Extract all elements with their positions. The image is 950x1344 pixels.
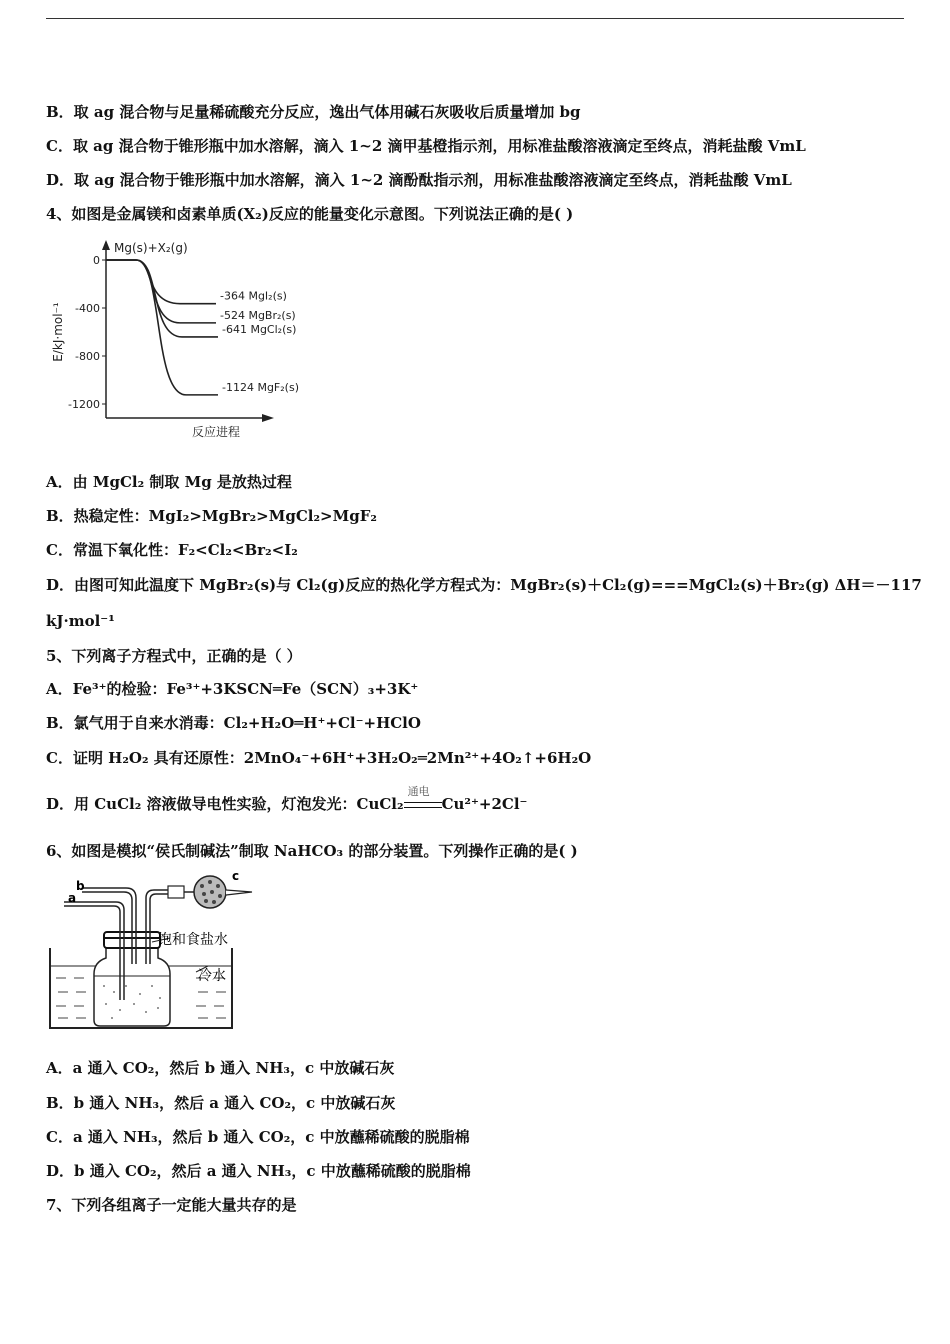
q6-stem: 6、如图是模拟“侯氏制碱法”制取 NaHCO₃ 的部分装置。下列操作正确的是( ) [46, 842, 578, 860]
q6-option-c: C．a 通入 NH₃，然后 b 通入 CO₂，c 中放蘸稀硫酸的脱脂棉 [46, 1128, 470, 1146]
q5-option-c: C．证明 H₂O₂ 具有还原性：2MnO₄⁻+6H⁺+3H₂O₂═2Mn²⁺+4O₂↑+6H₂O [46, 749, 592, 767]
q4-stem: 4、如图是金属镁和卤素单质(X₂)反应的能量变化示意图。下列说法正确的是( ) [46, 205, 574, 223]
energy-curve [106, 260, 216, 304]
q7-stem: 7、下列各组离子一定能大量共存的是 [46, 1196, 297, 1214]
label-a: a [68, 891, 77, 905]
q6-option-a: A．a 通入 CO₂，然后 b 通入 NH₃，c 中放碱石灰 [46, 1059, 395, 1077]
curve-label: -1124 MgF₂(s) [222, 380, 299, 394]
q6-option-b: B．b 通入 NH₃，然后 a 通入 CO₂，c 中放碱石灰 [46, 1094, 396, 1112]
y-tick-label: -800 [75, 350, 100, 363]
y-tick-label: 0 [93, 254, 100, 267]
energy-curve [106, 260, 218, 395]
start-label: Mg(s)+X₂(g) [114, 241, 188, 255]
curve-label: -364 MgI₂(s) [220, 289, 287, 303]
header-rule [46, 18, 904, 19]
energy-diagram [46, 232, 299, 444]
apparatus-diagram [46, 868, 266, 1032]
q6-option-d: D．b 通入 CO₂，然后 a 通入 NH₃，c 中放蘸稀硫酸的脱脂棉 [46, 1162, 471, 1180]
q4-option-d-line2: kJ·mol⁻¹ [46, 612, 115, 630]
y-axis-label: E/kJ·mol⁻¹ [51, 302, 65, 362]
curve-label: -524 MgBr₂(s) [220, 308, 296, 322]
q3-option-b: B．取 ag 混合物与足量稀硫酸充分反应，逸出气体用碱石灰吸收后质量增加 bg [46, 103, 581, 121]
q4-option-c: C．常温下氧化性：F₂<Cl₂<Br₂<I₂ [46, 541, 298, 559]
y-tick-label: -1200 [68, 398, 100, 411]
q5-option-b: B．氯气用于自来水消毒：Cl₂+H₂O═H⁺+Cl⁻+HClO [46, 714, 421, 732]
label-brine: 饱和食盐水 [158, 932, 228, 948]
label-b: b [76, 879, 85, 893]
q4-option-a: A．由 MgCl₂ 制取 Mg 是放热过程 [46, 473, 292, 491]
q4-option-d-line1: D．由图可知此温度下 MgBr₂(s)与 Cl₂(g)反应的热化学方程式为：MgBr₂(s)＋Cl₂(g)===MgCl₂(s)＋Br₂(g) ΔH＝－117 [46, 576, 922, 594]
q5-option-d-pre: D．用 CuCl₂ 溶液做导电性实验，灯泡发光：CuCl₂ [46, 795, 404, 813]
x-axis-arrow [262, 414, 274, 422]
q3-option-d: D．取 ag 混合物于锥形瓶中加水溶解，滴入 1~2 滴酚酞指示剂，用标准盐酸溶液滴定至终点，消耗盐酸 VmL [46, 171, 792, 189]
y-axis-arrow [102, 240, 110, 250]
q5-option-a: A．Fe³⁺的检验：Fe³⁺+3KSCN═Fe（SCN）₃+3K⁺ [46, 680, 419, 698]
q5-option-d [46, 785, 528, 814]
label-cold-water: 冷水 [198, 968, 226, 984]
y-tick-label: -400 [75, 302, 100, 315]
curve-label: -641 MgCl₂(s) [222, 322, 297, 336]
electrolysis-arrow [404, 785, 442, 812]
electrolysis-label: 通电 [407, 785, 430, 798]
q4-option-b: B．热稳定性：MgI₂>MgBr₂>MgCl₂>MgF₂ [46, 507, 377, 525]
label-c: c [232, 869, 240, 883]
q5-option-d-post: Cu²⁺+2Cl⁻ [441, 795, 528, 813]
energy-curve [106, 260, 216, 323]
x-axis-label: 反应进程 [191, 425, 241, 439]
q3-option-c: C．取 ag 混合物于锥形瓶中加水溶解，滴入 1~2 滴甲基橙指示剂，用标准盐酸溶液滴定至终点，消耗盐酸 VmL [46, 137, 806, 155]
q5-stem: 5、下列离子方程式中，正确的是（ ） [46, 647, 302, 665]
